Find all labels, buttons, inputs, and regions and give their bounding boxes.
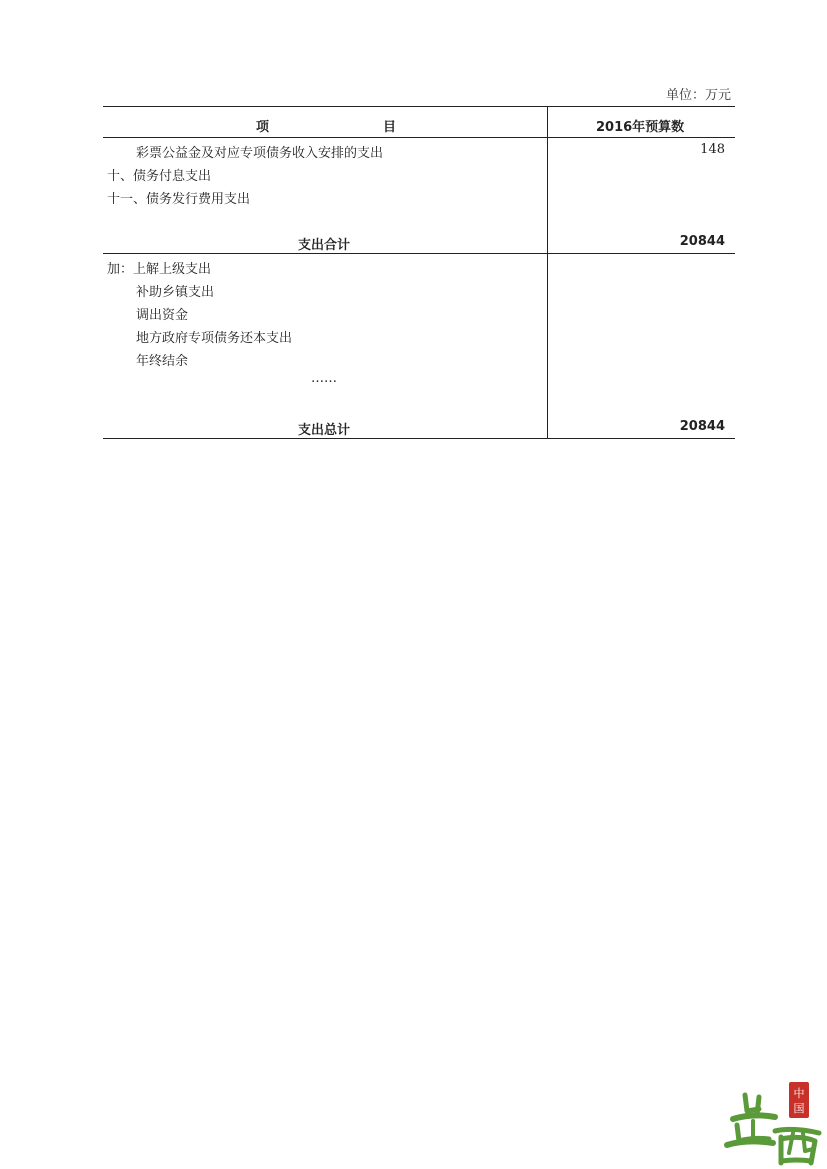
table-header xyxy=(103,107,735,138)
row-label: 地方政府专项债务还本支出 xyxy=(136,331,293,346)
table-row xyxy=(103,184,735,207)
total-row xyxy=(103,415,735,439)
table-row xyxy=(103,254,735,277)
row-value: 148 xyxy=(700,142,725,157)
subtotal-row xyxy=(103,230,735,254)
table-row-empty xyxy=(103,392,735,415)
header-budget: 2016年预算数 xyxy=(596,120,685,135)
row-label: 彩票公益金及对应专项债务收入安排的支出 xyxy=(136,146,384,161)
table-row xyxy=(103,300,735,323)
row-label: 加：上解上级支出 xyxy=(107,262,212,277)
table-row xyxy=(103,277,735,300)
table-row-empty xyxy=(103,207,735,230)
table-row xyxy=(103,323,735,346)
seal-char-2: 国 xyxy=(793,1102,805,1115)
table-row xyxy=(103,161,735,184)
header-item: 项 xyxy=(256,120,270,135)
unit-label: 单位：万元 xyxy=(665,88,731,103)
table-row xyxy=(103,138,735,161)
row-label: 补助乡镇支出 xyxy=(136,285,215,300)
subtotal-value: 20844 xyxy=(679,234,725,249)
row-label: 十、债务付息支出 xyxy=(107,169,212,184)
table-row xyxy=(103,346,735,369)
total-value: 20844 xyxy=(679,419,725,434)
row-label: 调出资金 xyxy=(136,308,189,323)
total-label: 支出总计 xyxy=(298,423,351,438)
seal-char-1: 中 xyxy=(793,1087,805,1100)
subtotal-label: 支出合计 xyxy=(298,238,351,253)
budget-table xyxy=(103,106,735,439)
table-row xyxy=(103,369,735,392)
row-label: 年终结余 xyxy=(136,354,189,369)
yuexi-logo xyxy=(723,1075,827,1169)
red-seal-icon xyxy=(789,1082,809,1118)
ellipsis-label: …… xyxy=(311,371,337,386)
row-label: 十一、债务发行费用支出 xyxy=(107,192,251,207)
header-item-2: 目 xyxy=(383,120,397,135)
